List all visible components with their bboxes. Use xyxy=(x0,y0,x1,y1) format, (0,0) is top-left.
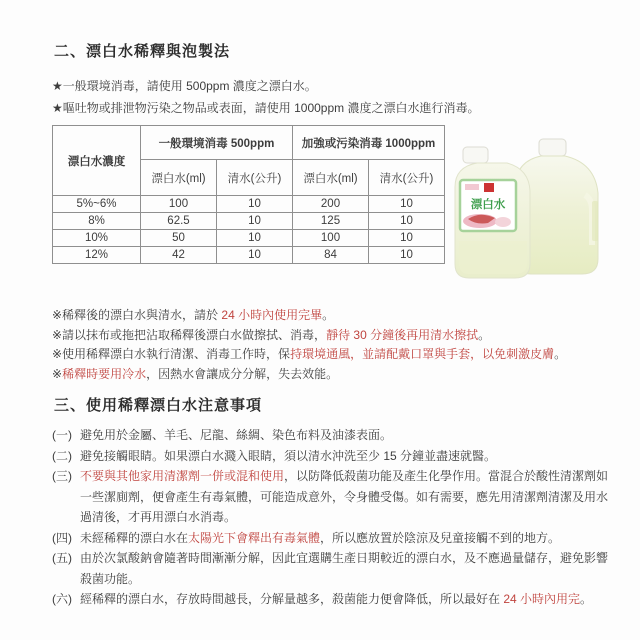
bleach-bottles-photo xyxy=(447,123,619,292)
list-item: (六) 經稀釋的漂白水，存放時間越長，分解量越多，殺菌能力便會降低，所以最好在 24 小時內用完。 xyxy=(52,592,593,606)
concentration-cell: 12% xyxy=(53,247,141,264)
table-header-row-groups xyxy=(53,126,445,160)
value-cell: 125 xyxy=(293,213,369,230)
value-cell: 10 xyxy=(217,196,293,213)
table-row xyxy=(53,196,445,213)
table-row xyxy=(53,247,445,264)
concentration-cell: 5%~6% xyxy=(53,196,141,213)
section2-title: 二、漂白水稀釋與泡製法 xyxy=(54,43,231,60)
list-item: (一) 避免用於金屬、羊毛、尼龍、絲綢、染色布料及油漆表面。 xyxy=(52,428,393,442)
precaution-items xyxy=(52,425,614,610)
value-cell: 84 xyxy=(293,247,369,264)
notes-list xyxy=(52,306,614,384)
value-cell: 50 xyxy=(141,230,217,247)
table-subheader: 漂白水(ml) xyxy=(293,160,369,196)
bleach-bottles-image xyxy=(447,123,619,287)
section3-title: 三、使用稀釋漂白水注意事項 xyxy=(54,397,263,414)
note-line: ※稀釋時要用冷水，因熱水會讓成分分解，失去效能。 xyxy=(52,366,339,381)
value-cell: 10 xyxy=(369,196,445,213)
value-cell: 100 xyxy=(141,196,217,213)
star-note-vomit: ★嘔吐物或排泄物污染之物品或表面，請使用 1000ppm 濃度之漂白水進行消毒。 xyxy=(52,101,480,115)
list-item: (四) 未經稀釋的漂白水在太陽光下會釋出有毒氣體，所以應放置於陰涼及兒童接觸不到的地方。 xyxy=(52,530,561,545)
list-item: (五) 由於次氯酸鈉會隨著時間漸漸分解，因此宜選購生產日期較近的漂白水，及不應過量儲存，避免影響殺菌功能。 xyxy=(52,551,609,586)
value-cell: 200 xyxy=(293,196,369,213)
concentration-cell: 8% xyxy=(53,213,141,230)
table-subheader: 清水(公升) xyxy=(217,160,293,196)
value-cell: 42 xyxy=(141,247,217,264)
bottle-label xyxy=(460,180,516,231)
value-cell: 10 xyxy=(369,213,445,230)
value-cell: 10 xyxy=(217,230,293,247)
bottle-logo xyxy=(484,183,494,192)
bottle-front xyxy=(455,147,530,278)
table-row xyxy=(53,230,445,247)
value-cell: 62.5 xyxy=(141,213,217,230)
table-group-header-1000ppm: 加強或污染消毒 1000ppm xyxy=(293,126,445,160)
star-note-general: ★一般環境消毒，請使用 500ppm 濃度之漂白水。 xyxy=(52,79,317,93)
value-cell: 100 xyxy=(293,230,369,247)
table-corner-header: 漂白水濃度 xyxy=(53,126,141,196)
table-and-image-row xyxy=(52,125,614,292)
table-group-header-500ppm: 一般環境消毒 500ppm xyxy=(141,126,293,160)
list-item: (二) 避免接觸眼睛。如果漂白水濺入眼睛，須以清水沖洗至少 15 分鐘並盡速就醫。 xyxy=(52,448,497,463)
value-cell: 10 xyxy=(217,247,293,264)
value-cell: 10 xyxy=(217,213,293,230)
value-cell: 10 xyxy=(369,230,445,247)
note-line: ※使用稀釋漂白水執行清潔、消毒工作時，保持環境通風，並請配戴口罩與手套，以免刺激皮膚。 xyxy=(52,347,567,361)
table-subheader: 清水(公升) xyxy=(369,160,445,196)
list-item: (三) 不要與其他家用清潔劑一併或混和使用，以防降低殺菌功能及產生化學作用。當混合於酸性清潔劑如一些潔廁劑，便會產生有毒氣體，可能造成意外，令身體受傷。如有需要，應先用清潔劑清潔及用水過清後，才再用漂白水消毒。 xyxy=(52,469,609,524)
table-subheader: 漂白水(ml) xyxy=(141,160,217,196)
note-line: ※稀釋後的漂白水與清水，請於 24 小時內使用完畢。 xyxy=(52,308,335,322)
bottle-label-text: 漂白水 xyxy=(470,199,506,211)
concentration-cell: 10% xyxy=(53,230,141,247)
table-row xyxy=(53,213,445,230)
dilution-table xyxy=(52,125,445,264)
value-cell: 10 xyxy=(369,247,445,264)
note-line: ※請以抹布或拖把沾取稀釋後漂白水做擦拭、消毒，靜待 30 分鐘後再用清水擦拭。 xyxy=(52,327,491,342)
